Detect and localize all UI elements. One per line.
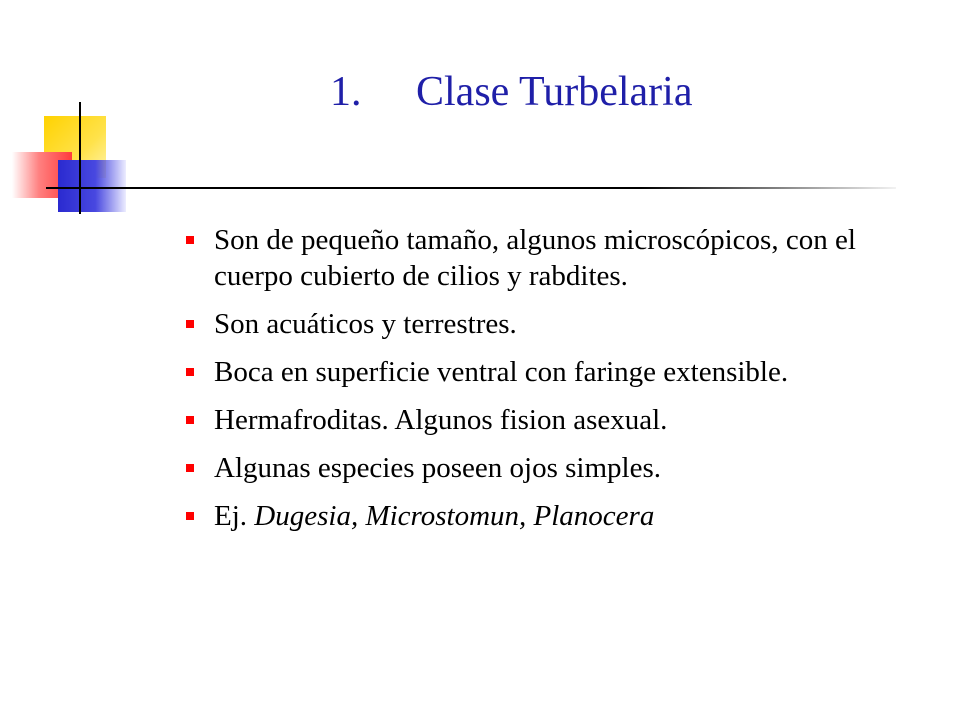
bullet-text: Hermafroditas. Algunos fision asexual. [214, 404, 668, 436]
bullet-item [186, 498, 926, 534]
square-bullet-icon [186, 236, 194, 244]
title-number: 1. [330, 69, 362, 115]
square-bullet-icon [186, 320, 194, 328]
vertical-rule [79, 102, 81, 214]
bullet-text: Algunas especies poseen ojos simples. [214, 452, 662, 484]
bullet-item [186, 222, 926, 294]
bullet-list [186, 222, 926, 546]
square-bullet-icon [186, 416, 194, 424]
bullet-text: Son de pequeño tamaño, algunos microscópicos, con el cuerpo cubierto de cilios y rabdites. [214, 224, 856, 292]
bullet-item [186, 306, 926, 342]
title-text: Clase Turbelaria [416, 69, 693, 115]
square-bullet-icon [186, 464, 194, 472]
blue-square-shape [58, 160, 126, 212]
bullet-item [186, 354, 926, 390]
square-bullet-icon [186, 368, 194, 376]
genus-examples: Dugesia, Microstomun, Planocera [254, 500, 655, 532]
bullet-item [186, 450, 926, 486]
corner-logo-decoration [0, 0, 200, 230]
title-underline-rule [46, 187, 896, 189]
bullet-text: Boca en superficie ventral con faringe extensible. [214, 356, 789, 388]
bullet-text: Son acuáticos y terrestres. [214, 308, 517, 340]
bullet-item [186, 402, 926, 438]
bullet-prefix: Ej. [214, 500, 255, 532]
square-bullet-icon [186, 512, 194, 520]
slide-title [330, 64, 930, 120]
